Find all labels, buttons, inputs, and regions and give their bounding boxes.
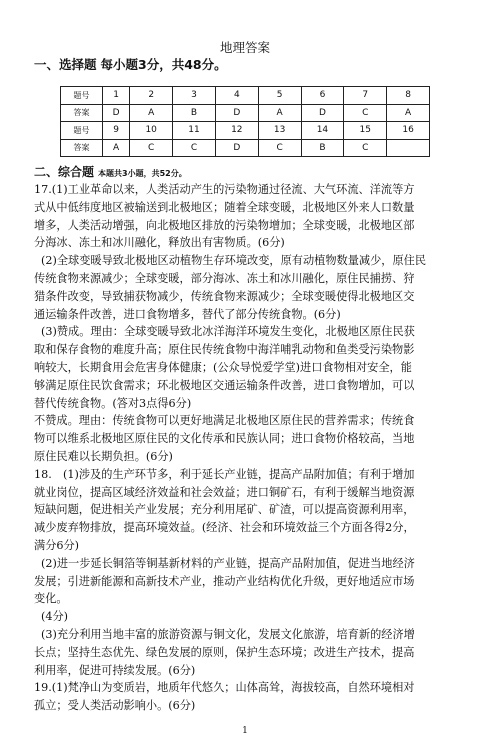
answer-line: 就业岗位，提高区域经济效益和社会效益；进口铜矿石，有利于缓解当地资源 xyxy=(34,485,415,499)
answer-line: 替代传统食物。(答对3点得6分) xyxy=(34,396,192,410)
answer-table-row xyxy=(61,104,430,122)
page-number: 1 xyxy=(242,726,248,736)
answer-table-cell: C xyxy=(344,139,387,157)
answer-line: 减少废弃物排放，提高环境效益。(经济、社会和环境效益三个方面各得2分， xyxy=(34,521,415,535)
answer-line: 原住民难以长期负担。(6分) xyxy=(34,449,173,463)
page-title: 地理答案 xyxy=(219,40,270,55)
answer-table-cell: A xyxy=(258,104,301,122)
answer-line: 短缺问题，促进相关产业发展；充分利用尾矿、矿渣，可以提高资源利用率， xyxy=(34,503,415,517)
answer-line: 物可以维系北极地区原住民的文化传承和民族认同；进口食物价格较高，当地 xyxy=(34,432,415,446)
answer-table-cell: D xyxy=(215,104,258,122)
answer-table-cell: 6 xyxy=(301,87,344,105)
section-1-label: 一、选择题 xyxy=(34,57,97,72)
answer-table-cell: 11 xyxy=(173,122,216,140)
section-2-note: 本题共3小题，共52分。 xyxy=(98,169,187,178)
answer-line: 取和保存食物的难度升高；原住民传统食物中海洋哺乳动物和鱼类受污染物影 xyxy=(34,343,415,357)
answer-table-cell: 8 xyxy=(387,87,430,105)
answer-table-cell: 12 xyxy=(215,122,258,140)
answer-table-row xyxy=(61,87,430,105)
answer-table-cell: 2 xyxy=(130,87,173,105)
answer-line: 增多，人类活动增强，向北极地区排放的污染物增加；全球变暖，北极地区部 xyxy=(34,218,415,232)
answer-line: 通运输条件改善，进口食物增多，替代了部分传统食物。(6分) xyxy=(34,307,341,321)
answer-table-cell xyxy=(387,139,430,157)
answer-line: (2)进一步延长铜箔等铜基新材料的产业链，提高产品附加值，促进当地经济 xyxy=(41,556,415,570)
answer-table-cell: D xyxy=(103,104,130,122)
answer-table-cell: C xyxy=(258,139,301,157)
answer-table-cell: 1 xyxy=(103,87,130,105)
answer-table-cell: C xyxy=(344,104,387,122)
answer-table-row-head: 题号 xyxy=(61,87,103,105)
answer-table-cell: 3 xyxy=(173,87,216,105)
answer-line: 猎条件改变，导致捕获物减少，传统食物来源减少；全球变暖使得北极地区交 xyxy=(34,289,415,303)
answer-table-cell: 15 xyxy=(344,122,387,140)
answer-line: 变化。 xyxy=(34,592,68,606)
answer-line: (3)赞成。理由：全球变暖导致北冰洋海洋环境发生变化，北极地区原住民获 xyxy=(41,325,415,339)
answer-line: 孤立；受人类活动影响小。(6分) xyxy=(34,699,196,713)
answer-table-cell: D xyxy=(301,104,344,122)
answer-table-cell: 4 xyxy=(215,87,258,105)
answer-table-cell: C xyxy=(130,139,173,157)
answer-table-cell: 16 xyxy=(387,122,430,140)
answer-line: 不赞成。理由：传统食物可以更好地满足北极地区原住民的营养需求；传统食 xyxy=(34,414,415,428)
answer-line: 够满足原住民饮食需求；环北极地区交通运输条件改善，进口食物增加，可以 xyxy=(34,378,415,392)
section-1-heading xyxy=(34,55,227,73)
answer-table-row-head: 答案 xyxy=(61,139,103,157)
answer-table-cell: A xyxy=(103,139,130,157)
answer-table-row xyxy=(61,139,430,157)
answer-line: 19.(1)梵净山为变质岩，地质年代悠久；山体高耸，海拔较高，自然环境相对 xyxy=(34,681,415,695)
answer-line: 响较大，长期食用会危害身体健康；(公众导悦爱学堂)进口食物相对安全，能 xyxy=(34,360,412,374)
answer-table xyxy=(60,86,430,157)
section-2-label: 二、综合题 xyxy=(34,165,95,179)
answer-table-cell: 5 xyxy=(258,87,301,105)
answer-table-cell: 9 xyxy=(103,122,130,140)
section-2-heading xyxy=(34,163,187,180)
answer-table-row-head: 答案 xyxy=(61,104,103,122)
answer-table-cell: 7 xyxy=(344,87,387,105)
answer-line: (3)充分利用当地丰富的旅游资源与铜文化，发展文化旅游，培育新的经济增 xyxy=(41,627,415,641)
answer-table-cell: B xyxy=(301,139,344,157)
answer-line: 分海冰、冻土和冰川融化，释放出有害物质。(6分) xyxy=(34,236,285,250)
answer-table-cell: 14 xyxy=(301,122,344,140)
answer-table-cell: A xyxy=(387,104,430,122)
answer-line: (2)全球变暖导致北极地区动植物生存环境改变，原有动植物数量减少，原住民 xyxy=(41,254,427,268)
answer-line: 长点；坚持生态优先、绿色发展的原则，保护生态环境；改进生产技术，提高 xyxy=(34,645,415,659)
answer-table-row xyxy=(61,122,430,140)
answer-line: (4分) xyxy=(41,610,69,624)
answer-table-cell: C xyxy=(173,139,216,157)
answer-line: 发展；引进新能源和高新技术产业，推动产业结构优化升级，更好地适应市场 xyxy=(34,574,415,588)
answer-line: 17.(1)工业革命以来，人类活动产生的污染物通过径流、大气环流、洋流等方 xyxy=(34,183,415,196)
answer-line: 式从中低纬度地区被输送到北极地区；随着全球变暖，北极地区外来人口数量 xyxy=(34,200,415,214)
answer-table-cell: 10 xyxy=(130,122,173,140)
answer-line: 18. (1)涉及的生产环节多，利于延长产业链，提高产品附加值；有利于增加 xyxy=(34,467,415,481)
answer-table-cell: A xyxy=(130,104,173,122)
answer-table-row-head: 题号 xyxy=(61,122,103,140)
section-1-note: 每小题3分，共48分。 xyxy=(100,57,227,72)
answer-line: 传统食物来源减少；全球变暖，部分海冰、冻土和冰川融化，原住民捕捞、狩 xyxy=(34,271,415,285)
answer-table-cell: B xyxy=(173,104,216,122)
answer-line: 满分6分) xyxy=(34,538,80,552)
answer-body xyxy=(34,181,464,715)
answer-table-cell: D xyxy=(215,139,258,157)
answer-line: 利用率，促进可持续发展。(6分) xyxy=(34,663,196,677)
answer-table-cell: 13 xyxy=(258,122,301,140)
